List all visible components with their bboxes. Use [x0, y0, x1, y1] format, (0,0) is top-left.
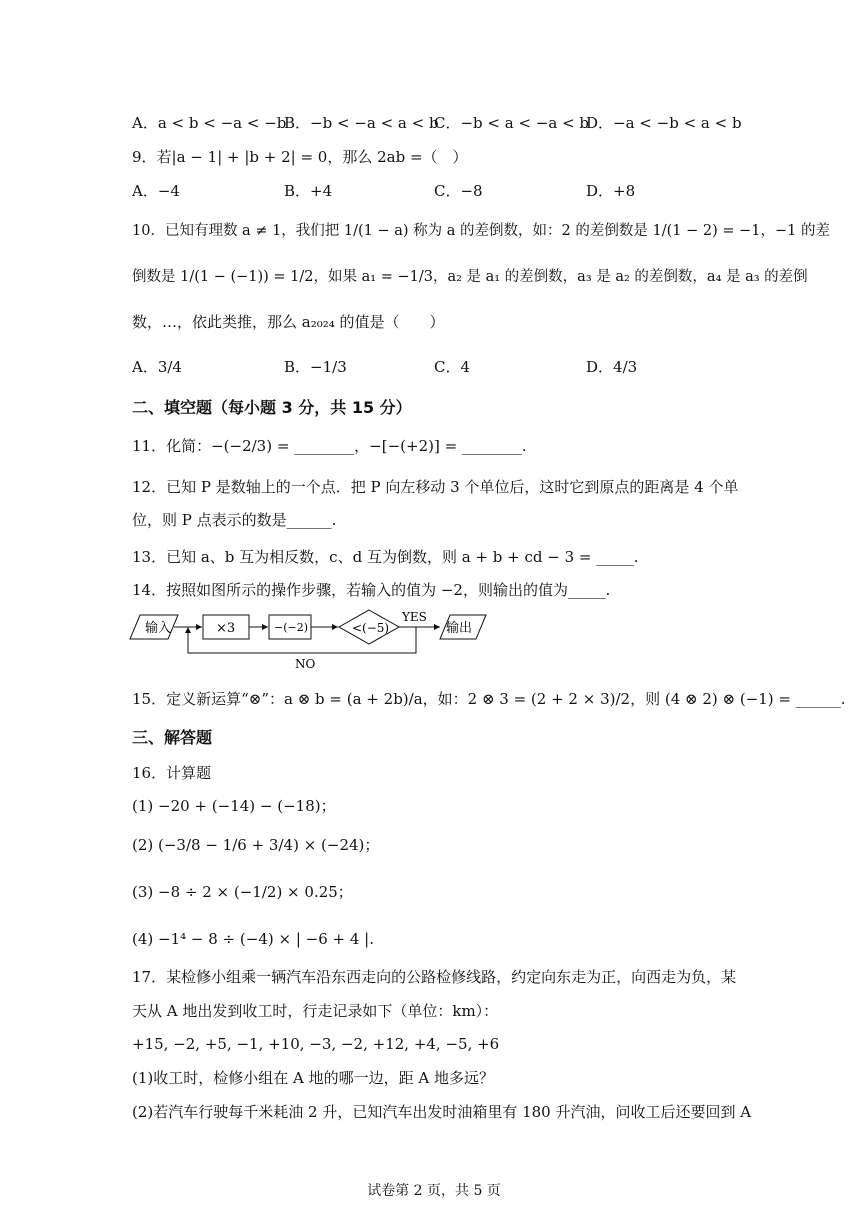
- q10-option-c: C．4: [434, 358, 471, 376]
- q11: 11．化简：−(−2/3) = ________，−[−(+2)] = ________.: [132, 437, 527, 455]
- q17-part-1: (1)收工时，检修小组在 A 地的哪一边，距 A 地多远？: [132, 1069, 494, 1087]
- q16-title: 16．计算题: [132, 764, 212, 782]
- flow-no-label: NO: [295, 657, 316, 671]
- q10-option-b: B．−1/3: [284, 358, 347, 376]
- section-3-title: 三、解答题: [132, 728, 213, 747]
- q16-part-4: (4) −1⁴ − 8 ÷ (−4) × | −6 + 4 |.: [132, 930, 374, 948]
- flow-condition-label: <(−5): [352, 621, 390, 635]
- q10-line-3: 数，…，依此类推，那么 a₂₀₂₄ 的值是（ ）: [132, 313, 445, 331]
- q12-line-2: 位，则 P 点表示的数是______.: [132, 511, 337, 529]
- q8-option-d: D．−a < −b < a < b: [586, 114, 742, 132]
- q15: 15．定义新运算“⊗”：a ⊗ b = (a + 2b)/a，如：2 ⊗ 3 = (2 + 2 × 3)/2，则 (4 ⊗ 2) ⊗ (−1) = ______.: [132, 690, 846, 708]
- q17-line-2: 天从 A 地出发到收工时，行走记录如下（单位：km）：: [132, 1002, 499, 1020]
- q14: 14．按照如图所示的操作步骤，若输入的值为 −2，则输出的值为_____.: [132, 581, 611, 599]
- page-footer: 试卷第 2 页，共 5 页: [367, 1183, 501, 1199]
- flow-yes-label: YES: [402, 610, 427, 624]
- q9-option-b: B．+4: [284, 182, 333, 200]
- q9-stem: 9．若|a − 1| + |b + 2| = 0，那么 2ab =（ ）: [132, 148, 468, 166]
- q8-option-a: A．a < b < −a < −b: [132, 114, 287, 132]
- q10-option-a: A．3/4: [132, 358, 182, 376]
- q17-record: +15, −2, +5, −1, +10, −3, −2, +12, +4, −5, +6: [132, 1035, 500, 1053]
- q10-option-d: D．4/3: [586, 358, 638, 376]
- q14-flowchart: [128, 606, 498, 672]
- flow-step-multiply-label: ×3: [216, 621, 236, 636]
- q16-part-3: (3) −8 ÷ 2 × (−1/2) × 0.25；: [132, 883, 353, 901]
- q17-part-2: (2)若汽车行驶每千米耗油 2 升，已知汽车出发时油箱里有 180 升汽油，问收工后还要回到 A: [132, 1103, 752, 1121]
- q10-line-1: 10．已知有理数 a ≠ 1，我们把 1/(1 − a) 称为 a 的差倒数，如：2 的差倒数是 1/(1 − 2) = −1，−1 的差: [132, 223, 830, 239]
- q9-option-c: C．−8: [434, 182, 483, 200]
- flow-output-label: 输出: [446, 621, 473, 636]
- flow-input-label: 输入: [145, 621, 172, 636]
- flow-step-subtract-label: −(−2): [274, 621, 309, 634]
- section-2-title: 二、填空题（每小题 3 分，共 15 分）: [132, 398, 412, 417]
- q10-line-2: 倒数是 1/(1 − (−1)) = 1/2，如果 a₁ = −1/3，a₂ 是 a₁ 的差倒数，a₃ 是 a₂ 的差倒数，a₄ 是 a₃ 的差倒: [132, 269, 808, 285]
- q8-option-b: B．−b < −a < a < b: [284, 114, 439, 132]
- q8-option-c: C．−b < a < −a < b: [434, 114, 590, 132]
- q17-line-1: 17．某检修小组乘一辆汽车沿东西走向的公路检修线路，约定向东走为正，向西走为负，某: [132, 968, 737, 986]
- q13: 13．已知 a、b 互为相反数，c、d 互为倒数，则 a + b + cd − 3 = _____.: [132, 548, 639, 566]
- q16-part-1: (1) −20 + (−14) − (−18)；: [132, 797, 336, 815]
- q9-option-a: A．−4: [132, 182, 180, 200]
- q12-line-1: 12．已知 P 是数轴上的一个点．把 P 向左移动 3 个单位后，这时它到原点的距离是 4 个单: [132, 478, 739, 496]
- q9-option-d: D．+8: [586, 182, 636, 200]
- q16-part-2: (2) (−3/8 − 1/6 + 3/4) × (−24)；: [132, 836, 380, 854]
